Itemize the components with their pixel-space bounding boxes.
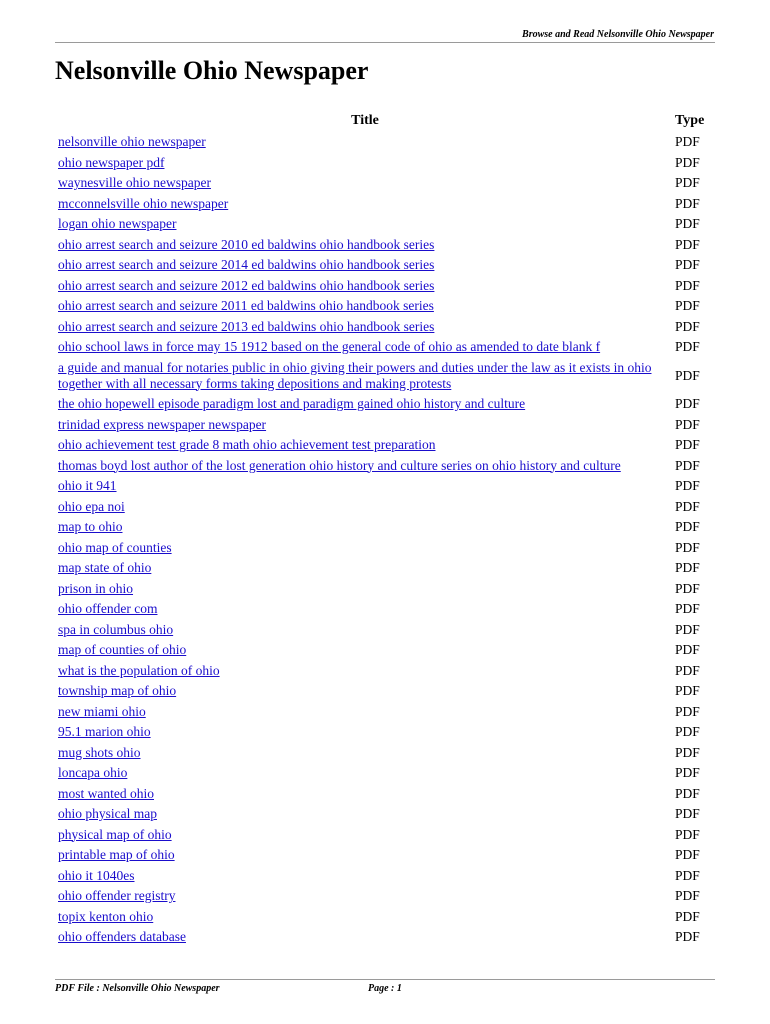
type-cell: PDF <box>675 277 700 293</box>
document-link[interactable]: ohio physical map <box>58 806 157 821</box>
table-row <box>55 722 715 743</box>
document-link[interactable]: ohio arrest search and seizure 2010 ed baldwins ohio handbook series <box>58 236 435 252</box>
table-row <box>55 558 715 579</box>
type-cell: PDF <box>675 539 700 555</box>
type-cell: PDF <box>675 134 700 149</box>
document-link[interactable]: nelsonville ohio newspaper <box>58 134 206 149</box>
running-header: Browse and Read Nelsonville Ohio Newspaper <box>522 29 714 40</box>
document-link[interactable]: waynesville ohio newspaper <box>58 175 211 190</box>
document-link[interactable]: most wanted ohio <box>58 785 154 801</box>
table-row <box>55 681 715 702</box>
title-cell <box>55 599 675 620</box>
title-cell <box>55 476 675 497</box>
document-link[interactable]: map state of ohio <box>58 560 152 575</box>
table-row <box>55 784 715 805</box>
document-link[interactable]: ohio offenders database <box>58 929 186 944</box>
title-cell <box>55 194 675 215</box>
type-cell: PDF <box>675 621 700 637</box>
document-link[interactable]: prison in ohio <box>58 580 134 596</box>
table-row <box>55 538 715 559</box>
title-cell <box>55 927 675 948</box>
table-row <box>55 886 715 907</box>
table-row <box>55 214 715 235</box>
type-cell: PDF <box>675 498 700 514</box>
type-cell: PDF <box>675 888 700 903</box>
type-cell: PDF <box>675 642 700 657</box>
type-cell: PDF <box>675 457 700 473</box>
document-link[interactable]: physical map of ohio <box>58 826 172 842</box>
document-link[interactable]: new miami ohio <box>58 703 146 719</box>
type-cell: PDF <box>675 437 700 452</box>
table-row <box>55 640 715 661</box>
type-cell: PDF <box>675 216 700 231</box>
footer-page-number: Page : 1 <box>368 983 402 994</box>
table-row <box>55 276 715 297</box>
title-cell <box>55 358 675 395</box>
table-row <box>55 825 715 846</box>
title-cell <box>55 763 675 784</box>
type-cell: PDF <box>675 867 700 883</box>
document-link[interactable]: loncapa ohio <box>58 765 128 780</box>
title-cell <box>55 661 675 682</box>
type-cell: PDF <box>675 478 700 493</box>
document-link[interactable]: ohio arrest search and seizure 2014 ed baldwins ohio handbook series <box>58 257 435 272</box>
document-link[interactable]: spa in columbus ohio <box>58 621 174 637</box>
title-cell <box>55 296 675 317</box>
document-link[interactable]: ohio newspaper pdf <box>58 154 165 170</box>
title-cell <box>55 173 675 194</box>
type-cell: PDF <box>675 416 700 432</box>
title-cell <box>55 640 675 661</box>
table-row <box>55 456 715 477</box>
document-link[interactable]: ohio achievement test grade 8 math ohio achievement test preparation <box>58 437 436 452</box>
title-cell <box>55 214 675 235</box>
type-cell: PDF <box>675 195 700 211</box>
footer-divider <box>55 979 715 980</box>
type-cell: PDF <box>675 662 700 678</box>
title-cell <box>55 907 675 928</box>
type-cell: PDF <box>675 396 700 411</box>
title-cell <box>55 435 675 456</box>
document-link[interactable]: what is the population of ohio <box>58 662 220 678</box>
type-cell: PDF <box>675 785 700 801</box>
document-link[interactable]: township map of ohio <box>58 683 177 698</box>
table-row <box>55 579 715 600</box>
type-cell: PDF <box>675 367 700 383</box>
document-link[interactable]: ohio arrest search and seizure 2013 ed baldwins ohio handbook series <box>58 318 435 334</box>
document-link[interactable]: ohio it 1040es <box>58 867 135 883</box>
table-row <box>55 255 715 276</box>
title-cell <box>55 886 675 907</box>
table-row <box>55 296 715 317</box>
title-cell <box>55 579 675 600</box>
table-row <box>55 620 715 641</box>
document-link[interactable]: map to ohio <box>58 519 123 534</box>
header-divider <box>55 42 715 43</box>
type-cell: PDF <box>675 724 700 739</box>
title-cell <box>55 276 675 297</box>
document-link[interactable]: 95.1 marion ohio <box>58 724 151 739</box>
title-cell <box>55 517 675 538</box>
title-cell <box>55 153 675 174</box>
table-row <box>55 743 715 764</box>
type-cell: PDF <box>675 683 700 698</box>
type-cell: PDF <box>675 560 700 575</box>
type-cell: PDF <box>675 318 700 334</box>
title-cell <box>55 415 675 436</box>
title-cell <box>55 866 675 887</box>
title-cell <box>55 620 675 641</box>
title-cell <box>55 845 675 866</box>
title-cell <box>55 394 675 415</box>
document-link[interactable]: ohio map of counties <box>58 539 172 555</box>
type-cell: PDF <box>675 765 700 780</box>
table-row <box>55 845 715 866</box>
column-header-title: Title <box>351 113 379 128</box>
title-cell <box>55 681 675 702</box>
table-row <box>55 337 715 358</box>
table-row <box>55 804 715 825</box>
type-cell: PDF <box>675 519 700 534</box>
title-cell <box>55 722 675 743</box>
type-cell: PDF <box>675 826 700 842</box>
type-cell: PDF <box>675 580 700 596</box>
document-link[interactable]: printable map of ohio <box>58 847 175 862</box>
document-link[interactable]: topix kenton ohio <box>58 908 154 924</box>
footer-file-label: PDF File : Nelsonville Ohio Newspaper <box>55 983 220 994</box>
title-cell <box>55 317 675 338</box>
title-cell <box>55 825 675 846</box>
table-row <box>55 661 715 682</box>
type-cell: PDF <box>675 154 700 170</box>
document-link[interactable]: logan ohio newspaper <box>58 216 177 231</box>
table-row <box>55 358 715 395</box>
title-cell <box>55 743 675 764</box>
title-cell <box>55 132 675 153</box>
table-row <box>55 394 715 415</box>
table-row <box>55 702 715 723</box>
document-link[interactable]: ohio offender registry <box>58 888 176 903</box>
type-cell: PDF <box>675 908 700 924</box>
table-row <box>55 194 715 215</box>
table-row <box>55 927 715 948</box>
document-link[interactable]: ohio school laws in force may 15 1912 based on the general code of ohio as amended to date blank f <box>58 339 601 354</box>
title-cell <box>55 804 675 825</box>
document-link[interactable]: map of counties of ohio <box>58 642 187 657</box>
title-cell <box>55 538 675 559</box>
title-cell <box>55 702 675 723</box>
document-link[interactable]: the ohio hopewell episode paradigm lost and paradigm gained ohio history and culture <box>58 396 526 411</box>
document-link[interactable]: ohio arrest search and seizure 2011 ed baldwins ohio handbook series <box>58 298 434 313</box>
document-link[interactable]: trinidad express newspaper newspaper <box>58 416 267 432</box>
type-cell: PDF <box>675 298 700 313</box>
document-link[interactable]: a guide and manual for notaries public in ohio giving their powers and duties under the law as it exists in ohio together with all necessary forms taking depositions and making protests <box>58 359 652 391</box>
type-cell: PDF <box>675 601 700 616</box>
title-cell <box>55 784 675 805</box>
table-row <box>55 599 715 620</box>
type-cell: PDF <box>675 339 700 354</box>
type-cell: PDF <box>675 257 700 272</box>
document-link[interactable]: ohio arrest search and seizure 2012 ed baldwins ohio handbook series <box>58 277 435 293</box>
document-list-table <box>55 110 715 948</box>
page-title: Nelsonville Ohio Newspaper <box>55 56 369 85</box>
table-header-row <box>55 110 715 132</box>
table-row <box>55 517 715 538</box>
title-cell <box>55 558 675 579</box>
table-row <box>55 317 715 338</box>
table-row <box>55 415 715 436</box>
table-row <box>55 476 715 497</box>
title-cell <box>55 337 675 358</box>
type-cell: PDF <box>675 175 700 190</box>
document-link[interactable]: ohio it 941 <box>58 478 117 493</box>
document-link[interactable]: ohio offender com <box>58 601 158 616</box>
table-row <box>55 153 715 174</box>
document-link[interactable]: mug shots ohio <box>58 744 141 760</box>
table-row <box>55 866 715 887</box>
title-cell <box>55 255 675 276</box>
table-row <box>55 907 715 928</box>
type-cell: PDF <box>675 236 700 252</box>
document-link[interactable]: thomas boyd lost author of the lost generation ohio history and culture series on ohio history and culture <box>58 457 621 473</box>
type-cell: PDF <box>675 929 700 944</box>
document-link[interactable]: mcconnelsville ohio newspaper <box>58 195 229 211</box>
type-cell: PDF <box>675 847 700 862</box>
column-header-type: Type <box>675 113 705 128</box>
type-cell: PDF <box>675 806 700 821</box>
document-link[interactable]: ohio epa noi <box>58 498 125 514</box>
table-row <box>55 173 715 194</box>
table-row <box>55 235 715 256</box>
table-row <box>55 132 715 153</box>
table-row <box>55 497 715 518</box>
title-cell <box>55 235 675 256</box>
title-cell <box>55 497 675 518</box>
title-cell <box>55 456 675 477</box>
type-cell: PDF <box>675 744 700 760</box>
type-cell: PDF <box>675 703 700 719</box>
table-body <box>55 132 715 948</box>
table-row <box>55 763 715 784</box>
table-row <box>55 435 715 456</box>
